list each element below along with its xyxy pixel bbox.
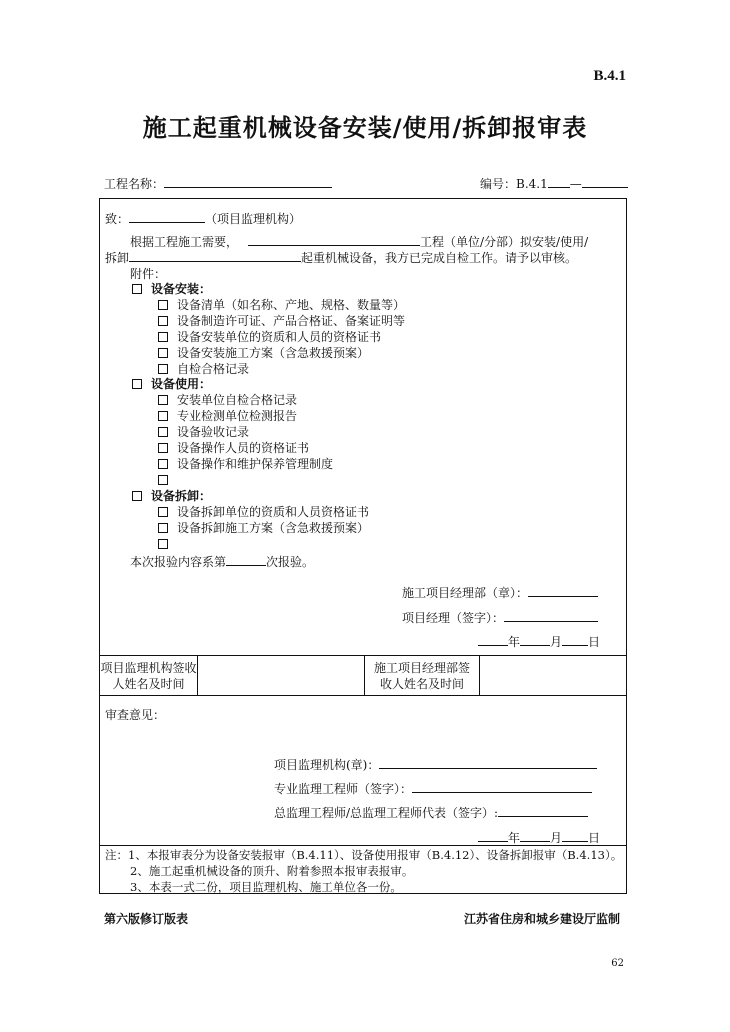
checkbox[interactable] xyxy=(132,284,142,294)
checkbox[interactable] xyxy=(158,523,168,533)
review-label: 审查意见： xyxy=(105,708,166,722)
install-item-1 xyxy=(158,297,405,313)
supervisor-receipt-line-1: 项目监理机构签收 xyxy=(100,661,197,675)
footer-edition: 第六版修订版表 xyxy=(104,912,189,926)
install-item-3 xyxy=(158,329,381,345)
divider xyxy=(100,845,626,846)
form-number-label: 编号：B.4.1 xyxy=(480,177,548,191)
inspection-pre: 本次报验内容系第 xyxy=(130,555,227,569)
page-number: 62 xyxy=(611,958,624,969)
year-label: 年 xyxy=(508,831,521,845)
review-agency-label: 项目监理机构(章)： xyxy=(274,758,380,772)
month-blank[interactable] xyxy=(520,829,550,842)
form-box xyxy=(99,198,627,894)
contractor-dept-line xyxy=(402,584,598,601)
checkbox[interactable] xyxy=(158,348,168,358)
section-dismantle-title: 设备拆卸： xyxy=(151,489,212,503)
review-engineer-label: 专业监理工程师（签字）： xyxy=(274,782,413,796)
section-install xyxy=(132,281,211,297)
item-label: 设备制造许可证、产品合格证、备案证明等 xyxy=(177,314,406,328)
form-number-field xyxy=(480,175,628,192)
intro-line-2 xyxy=(105,249,577,266)
section-use-title: 设备使用： xyxy=(151,377,212,391)
checkbox[interactable] xyxy=(132,491,142,501)
project-name-label: 工程名称： xyxy=(104,177,165,191)
checkbox[interactable] xyxy=(158,395,168,405)
supervisor-receipt-value[interactable] xyxy=(198,655,364,695)
day-blank[interactable] xyxy=(562,829,588,842)
review-engineer-blank[interactable] xyxy=(412,780,592,793)
review-agency-line xyxy=(274,756,597,773)
form-number-blank-1[interactable] xyxy=(548,175,570,188)
inspection-count-line xyxy=(130,553,314,570)
review-chief-line xyxy=(274,804,588,821)
divider xyxy=(100,695,626,696)
use-item-1 xyxy=(158,392,297,408)
use-item-6 xyxy=(158,472,177,488)
checkbox[interactable] xyxy=(158,316,168,326)
item-label: 设备拆卸施工方案（含急救援预案） xyxy=(177,521,370,535)
footer-issuer: 江苏省住房和城乡建设厅监制 xyxy=(463,912,620,926)
note-2: 2、施工起重机械设备的顶升、附着参照本报审表报审。 xyxy=(130,864,414,878)
form-number-blank-2[interactable] xyxy=(582,175,628,188)
inspection-count-blank[interactable] xyxy=(226,553,266,566)
use-item-2 xyxy=(158,408,297,424)
to-label: 致： xyxy=(105,212,130,226)
install-item-5 xyxy=(158,361,249,377)
to-suffix: （项目监理机构） xyxy=(205,212,302,226)
note-1: 注：1、本报审表分为设备安装报审（B.4.11）、设备使用报审（B.4.12）、设备拆卸报审（B.4.13）。 xyxy=(105,848,623,862)
checkbox[interactable] xyxy=(158,364,168,374)
supervisor-receipt-line-2: 人姓名及时间 xyxy=(112,677,185,691)
form-code: B.4.1 xyxy=(593,68,626,84)
review-date-line xyxy=(478,829,600,846)
intro-line-1 xyxy=(130,233,588,250)
to-blank[interactable] xyxy=(129,210,205,223)
review-chief-blank[interactable] xyxy=(498,804,588,817)
review-chief-label: 总监理工程师/总监理工程师代表（签字）: xyxy=(274,806,499,820)
checkbox[interactable] xyxy=(158,332,168,342)
contractor-receipt-line-1: 施工项目经理部签 xyxy=(373,661,470,675)
intro-part-1: 根据工程施工需要， xyxy=(130,235,239,249)
contractor-manager-blank[interactable] xyxy=(504,609,598,622)
dismantle-item-2 xyxy=(158,520,369,536)
project-name-blank[interactable] xyxy=(164,175,332,188)
note-3: 3、本表一式二份，项目监理机构、施工单位各一份。 xyxy=(130,880,402,894)
contractor-manager-line xyxy=(402,609,598,626)
use-item-4 xyxy=(158,440,309,456)
contractor-dept-blank[interactable] xyxy=(528,584,598,597)
year-label: 年 xyxy=(508,635,521,649)
to-line xyxy=(105,210,301,227)
month-label: 月 xyxy=(550,635,563,649)
dismantle-item-1 xyxy=(158,504,369,520)
supervisor-receipt-label xyxy=(100,660,197,692)
contractor-receipt-value[interactable] xyxy=(480,655,626,695)
review-engineer-line xyxy=(274,780,592,797)
checkbox[interactable] xyxy=(158,300,168,310)
intro-project-blank[interactable] xyxy=(248,233,420,246)
month-label: 月 xyxy=(550,831,563,845)
form-title: 施工起重机械设备安装/使用/拆卸报审表 xyxy=(142,114,588,142)
checkbox[interactable] xyxy=(158,427,168,437)
checkbox[interactable] xyxy=(158,539,168,549)
month-blank[interactable] xyxy=(520,633,550,646)
checkbox[interactable] xyxy=(132,379,142,389)
use-item-5 xyxy=(158,456,333,472)
section-dismantle xyxy=(132,488,211,504)
year-blank[interactable] xyxy=(478,633,508,646)
checkbox[interactable] xyxy=(158,443,168,453)
attachments-label: 附件： xyxy=(130,267,167,281)
inspection-post: 次报验。 xyxy=(266,555,315,569)
year-blank[interactable] xyxy=(478,829,508,842)
contractor-receipt-label xyxy=(365,660,479,692)
dismantle-item-3 xyxy=(158,536,177,552)
section-install-title: 设备安装： xyxy=(151,282,212,296)
contractor-dept-label: 施工项目经理部（章）： xyxy=(402,586,529,600)
intro-equipment-blank[interactable] xyxy=(129,249,301,262)
item-label: 专业检测单位检测报告 xyxy=(177,409,298,423)
checkbox[interactable] xyxy=(158,459,168,469)
contractor-receipt-line-2: 收人姓名及时间 xyxy=(379,677,464,691)
checkbox[interactable] xyxy=(158,507,168,517)
item-label: 设备验收记录 xyxy=(177,425,250,439)
intro-part-4: 起重机械设备，我方已完成自检工作。请予以审核。 xyxy=(301,251,578,265)
form-number-dash: — xyxy=(569,177,582,191)
install-item-4 xyxy=(158,345,369,361)
review-agency-blank[interactable] xyxy=(379,756,597,769)
contractor-date-line xyxy=(478,633,600,650)
checkbox[interactable] xyxy=(158,475,168,485)
item-label: 设备安装施工方案（含急救援预案） xyxy=(177,346,370,360)
item-label: 设备安装单位的资质和人员的资格证书 xyxy=(177,330,382,344)
intro-part-3: 拆卸 xyxy=(105,251,130,265)
project-name-field xyxy=(104,175,332,192)
intro-part-2: 工程（单位/分部）拟安装/使用/ xyxy=(420,235,589,249)
use-item-3 xyxy=(158,424,249,440)
day-label: 日 xyxy=(588,831,601,845)
item-label: 设备拆卸单位的资质和人员资格证书 xyxy=(177,505,370,519)
section-use xyxy=(132,376,211,392)
checkbox[interactable] xyxy=(158,411,168,421)
item-label: 设备操作人员的资格证书 xyxy=(177,441,310,455)
item-label: 设备清单（如名称、产地、规格、数量等） xyxy=(177,298,406,312)
item-label: 安装单位自检合格记录 xyxy=(177,393,298,407)
item-label: 设备操作和维护保养管理制度 xyxy=(177,457,334,471)
item-label: 自检合格记录 xyxy=(177,362,250,376)
day-blank[interactable] xyxy=(562,633,588,646)
install-item-2 xyxy=(158,313,405,329)
contractor-manager-label: 项目经理（签字）： xyxy=(402,611,505,625)
day-label: 日 xyxy=(588,635,601,649)
